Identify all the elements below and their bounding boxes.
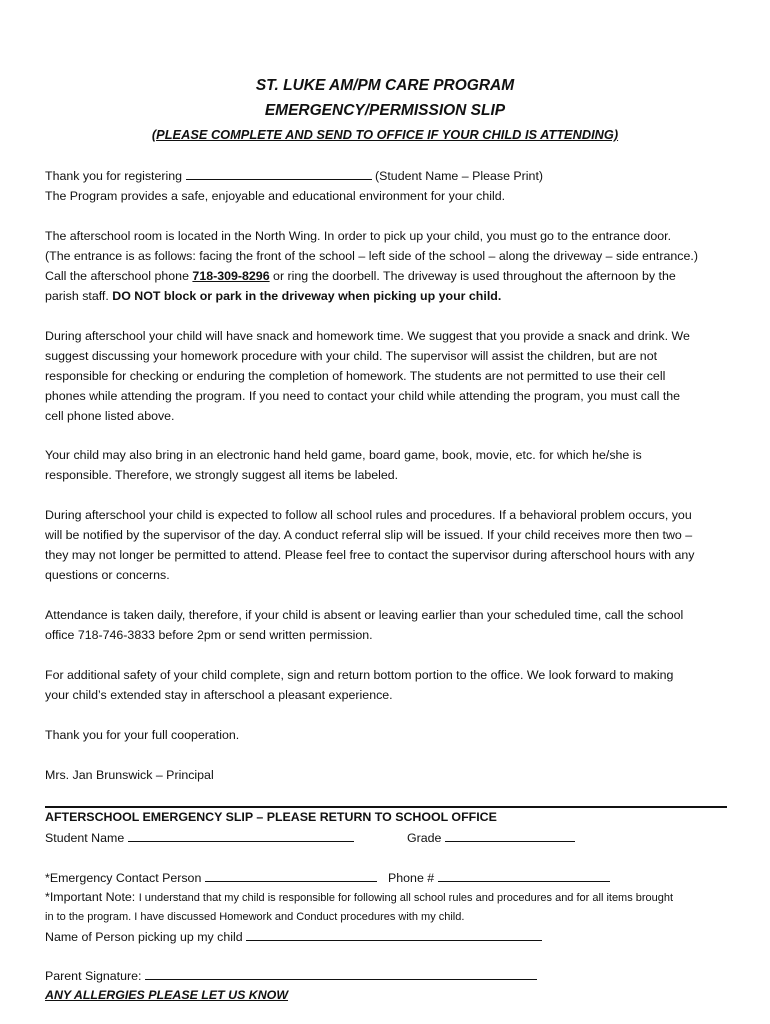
slip-heading: AFTERSCHOOL EMERGENCY SLIP – PLEASE RETURN TO SCHOOL OFFICE — [45, 810, 497, 824]
pickup-person-field[interactable] — [246, 929, 542, 941]
games-section — [45, 445, 735, 485]
student-name-field[interactable] — [128, 830, 354, 842]
safety-line: For additional safety of your child complete, sign and return bottom portion to the office. We look forward to making — [45, 668, 674, 682]
location-line-2: (The entrance is as follows: facing the front of the school – left side of the school – along the driveway – side entrance.) — [45, 249, 698, 263]
homework-line: cell phone listed above. — [45, 409, 175, 423]
phone-row — [388, 870, 610, 885]
homework-section — [45, 326, 735, 426]
location-line-4-prefix: parish staff. — [45, 289, 109, 303]
location-section — [45, 226, 735, 306]
homework-line: During afterschool your child will have snack and homework time. We suggest that you provide a snack and drink. We — [45, 329, 690, 343]
page-subtitle: EMERGENCY/PERMISSION SLIP — [264, 102, 506, 119]
driveway-warning: DO NOT block or park in the driveway when picking up your child. — [112, 289, 502, 303]
rules-section — [45, 505, 735, 585]
important-note-label: *Important Note: — [45, 890, 136, 904]
grade-row — [407, 830, 575, 845]
attendance-section — [45, 605, 735, 645]
intro-section — [45, 166, 735, 206]
grade-label: Grade — [407, 831, 442, 845]
rules-line: questions or concerns. — [45, 568, 170, 582]
attendance-line: office 718-746-3833 before 2pm or send written permission. — [45, 628, 373, 642]
emergency-contact-label: *Emergency Contact Person — [45, 871, 202, 885]
important-note-line-1 — [45, 890, 673, 904]
location-line-3-suffix: or ring the doorbell. The driveway is used throughout the afternoon by the — [273, 269, 676, 283]
afterschool-phone: 718-309-8296 — [192, 269, 270, 283]
parent-signature-field[interactable] — [145, 968, 537, 980]
student-name-row — [45, 830, 354, 845]
instruction-note: (PLEASE COMPLETE AND SEND TO OFFICE IF YOUR CHILD IS ATTENDING) — [151, 127, 619, 142]
student-name-blank[interactable] — [186, 168, 372, 180]
emergency-contact-row — [45, 870, 377, 885]
rules-line: During afterschool your child is expected to follow all school rules and procedures. If a behavioral problem occurs, you — [45, 508, 692, 522]
location-line-3-prefix: Call the afterschool phone — [45, 269, 189, 283]
games-line: responsible. Therefore, we strongly suggest all items be labeled. — [45, 468, 399, 482]
phone-field[interactable] — [438, 870, 610, 882]
program-line: The Program provides a safe, enjoyable and educational environment for your child. — [45, 189, 506, 203]
rules-line: they may not longer be permitted to attend. Please feel free to contact the supervisor during afterschool hours with any — [45, 548, 695, 562]
safety-line: your child’s extended stay in afterschool a pleasant experience. — [45, 688, 393, 702]
rules-line: will be notified by the supervisor of the day. A conduct referral slip will be issued. If your child receives more then two – — [45, 528, 693, 542]
page-title: ST. LUKE AM/PM CARE PROGRAM — [255, 77, 515, 94]
parent-signature-label: Parent Signature: — [45, 969, 142, 983]
safety-section — [45, 665, 735, 705]
principal-signature: Mrs. Jan Brunswick – Principal — [45, 768, 214, 782]
pickup-person-label: Name of Person picking up my child — [45, 930, 243, 944]
student-name-label: Student Name — [45, 831, 125, 845]
homework-line: responsible for checking or enduring the completion of homework. The students are not permitted to use their cell — [45, 369, 666, 383]
games-line: Your child may also bring in an electronic hand held game, board game, book, movie, etc. for which he/she is — [45, 448, 642, 462]
homework-line: suggest discussing your homework procedure with your child. The supervisor will assist the children, but are not — [45, 349, 658, 363]
section-divider — [45, 806, 727, 808]
closing-thanks: Thank you for your full cooperation. — [45, 728, 240, 742]
parent-signature-row — [45, 968, 537, 983]
location-line-1: The afterschool room is located in the North Wing. In order to pick up your child, you must go to the entrance door. — [45, 229, 672, 243]
allergies-notice: ANY ALLERGIES PLEASE LET US KNOW — [45, 988, 289, 1002]
emergency-contact-field[interactable] — [205, 870, 377, 882]
important-note-text-1: I understand that my child is responsible for following all school rules and procedures and for all items brought — [138, 892, 674, 904]
thank-you-prefix: Thank you for registering — [45, 169, 183, 183]
student-name-hint: (Student Name – Please Print) — [374, 169, 544, 183]
grade-field[interactable] — [445, 830, 575, 842]
homework-line: phones while attending the program. If you need to contact your child while attending the program, you must call the — [45, 389, 681, 403]
pickup-person-row — [45, 929, 542, 944]
important-note-text-2: in to the program. I have discussed Homework and Conduct procedures with my child. — [45, 911, 465, 923]
phone-label: Phone # — [388, 871, 435, 885]
attendance-line: Attendance is taken daily, therefore, if your child is absent or leaving earlier than your scheduled time, call the school — [45, 608, 684, 622]
